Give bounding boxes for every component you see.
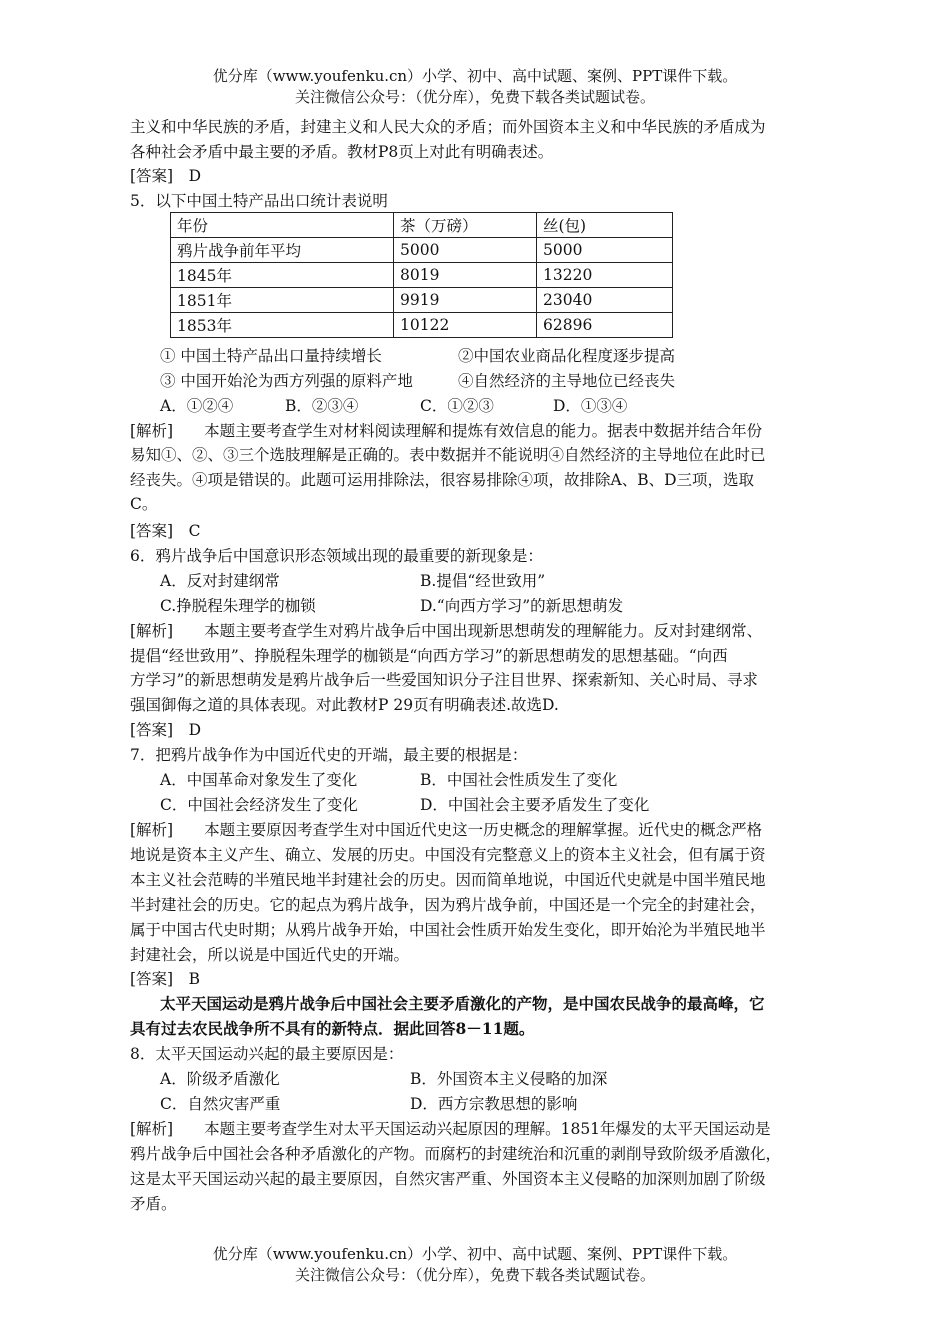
table-row bbox=[171, 313, 673, 338]
table-cell: 13220 bbox=[537, 263, 673, 288]
q6-answer: [答案] D bbox=[130, 721, 202, 739]
q8-option-a: A．阶级矛盾激化 bbox=[160, 1070, 280, 1088]
q5-option-c: C．①②③ bbox=[420, 397, 494, 415]
q5-statement-3: ③ 中国开始沦为西方列强的原料产地 bbox=[160, 372, 413, 390]
passage-line-1: 太平天国运动是鸦片战争后中国社会主要矛盾激化的产物，是中国农民战争的最高峰，它 bbox=[160, 994, 765, 1013]
q7-analysis-2: 地说是资本主义产生、确立、发展的历史。中国没有完整意义上的资本主义社会，但有属于资 bbox=[130, 846, 766, 864]
table-header-cell: 丝(包) bbox=[537, 213, 673, 238]
intro-line-1: 主义和中华民族的矛盾，封建主义和人民大众的矛盾；而外国资本主义和中华民族的矛盾成为 bbox=[130, 118, 766, 136]
q8-analysis-2: 鸦片战争后中国社会各种矛盾激化的产物。而腐朽的封建统治和沉重的剥削导致阶级矛盾激化， bbox=[130, 1145, 782, 1163]
q6-option-d: D.“向西方学习”的新思想萌发 bbox=[420, 597, 624, 615]
q8-stem: 8．太平天国运动兴起的最主要原因是： bbox=[130, 1045, 404, 1063]
q8-option-b: B．外国资本主义侵略的加深 bbox=[410, 1070, 608, 1088]
q5-analysis-1: [解析] 本题主要考查学生对材料阅读理解和提炼有效信息的能力。据表中数据并结合年份 bbox=[130, 422, 763, 440]
q5-analysis-2: 易知①、②、③三个选肢理解是正确的。表中数据并不能说明④自然经济的主导地位在此时已 bbox=[130, 446, 766, 464]
passage-line-2: 具有过去农民战争所不具有的新特点．据此回答8－11题。 bbox=[130, 1019, 535, 1038]
q7-analysis-1: [解析] 本题主要原因考查学生对中国近代史这一历史概念的理解掌握。近代史的概念严格 bbox=[130, 821, 763, 839]
q6-option-c: C.挣脱程朱理学的枷锁 bbox=[160, 597, 316, 615]
q8-analysis-4: 矛盾。 bbox=[130, 1195, 177, 1213]
table-cell: 23040 bbox=[537, 288, 673, 313]
table-cell: 1845年 bbox=[171, 263, 394, 288]
table-cell: 鸦片战争前年平均 bbox=[171, 238, 394, 263]
q7-analysis-5: 属于中国古代史时期；从鸦片战争开始，中国社会性质开始发生变化，即开始沦为半殖民地半 bbox=[130, 921, 766, 939]
header-line-1: 优分库（www.youfenku.cn）小学、初中、高中试题、案例、PPT课件下载。 bbox=[212, 67, 738, 85]
header-line-2: 关注微信公众号：（优分库），免费下载各类试题试卷。 bbox=[294, 88, 655, 106]
export-stats-table bbox=[170, 212, 673, 338]
q7-option-b: B．中国社会性质发生了变化 bbox=[420, 771, 618, 789]
q7-analysis-6: 封建社会，所以说是中国近代史的开端。 bbox=[130, 946, 410, 964]
q6-analysis-4: 强国御侮之道的具体表现。对此教材P 29页有明确表述.故选D. bbox=[130, 696, 559, 714]
q8-option-d: D．西方宗教思想的影响 bbox=[410, 1095, 578, 1113]
table-cell: 5000 bbox=[394, 238, 537, 263]
q5-answer: [答案] C bbox=[130, 522, 201, 540]
table-header-cell: 茶（万磅） bbox=[394, 213, 537, 238]
q8-analysis-1: [解析] 本题主要考查学生对太平天国运动兴起原因的理解。1851年爆发的太平天国运动是 bbox=[130, 1120, 771, 1138]
q5-stem: 5．以下中国土特产品出口统计表说明 bbox=[130, 192, 388, 210]
q6-analysis-1: [解析] 本题主要考查学生对鸦片战争后中国出现新思想萌发的理解能力。反对封建纲常、 bbox=[130, 622, 763, 640]
q6-analysis-3: 方学习”的新思想萌发是鸦片战争后一些爱国知识分子注目世界、探索新知、关心时局、寻求 bbox=[130, 671, 758, 689]
q5-statement-2: ②中国农业商品化程度逐步提高 bbox=[458, 347, 676, 365]
q6-analysis-2: 提倡“经世致用”、挣脱程朱理学的枷锁是“向西方学习”的新思想萌发的思想基础。“向西 bbox=[130, 647, 728, 665]
table-cell: 62896 bbox=[537, 313, 673, 338]
table-row bbox=[171, 288, 673, 313]
table-cell: 8019 bbox=[394, 263, 537, 288]
intro-line-2: 各种社会矛盾中最主要的矛盾。教材P8页上对此有明确表述。 bbox=[130, 143, 554, 161]
q5-option-b: B．②③④ bbox=[285, 397, 359, 415]
q5-option-d: D．①③④ bbox=[553, 397, 628, 415]
q7-stem: 7．把鸦片战争作为中国近代史的开端，最主要的根据是： bbox=[130, 746, 528, 764]
q8-option-c: C．自然灾害严重 bbox=[160, 1095, 281, 1113]
q6-option-b: B.提倡“经世致用” bbox=[420, 572, 546, 590]
table-cell: 10122 bbox=[394, 313, 537, 338]
intro-answer: [答案] D bbox=[130, 167, 202, 185]
footer-line-1: 优分库（www.youfenku.cn）小学、初中、高中试题、案例、PPT课件下载。 bbox=[212, 1245, 738, 1263]
q7-answer: [答案] B bbox=[130, 970, 200, 988]
q8-analysis-3: 这是太平天国运动兴起的最主要原因，自然灾害严重、外国资本主义侵略的加深则加剧了阶级 bbox=[130, 1170, 766, 1188]
q5-analysis-4: C。 bbox=[130, 495, 158, 513]
q5-statement-4: ④自然经济的主导地位已经丧失 bbox=[458, 372, 676, 390]
q7-analysis-3: 本主义社会范畴的半殖民地半封建社会的历史。因而简单地说，中国近代史就是中国半殖民地 bbox=[130, 871, 766, 889]
table-row bbox=[171, 263, 673, 288]
q5-statement-1: ① 中国土特产品出口量持续增长 bbox=[160, 347, 382, 365]
table-cell: 1851年 bbox=[171, 288, 394, 313]
q6-stem: 6．鸦片战争后中国意识形态领域出现的最重要的新现象是： bbox=[130, 547, 543, 565]
table-cell: 5000 bbox=[537, 238, 673, 263]
q5-option-a: A．①②④ bbox=[160, 397, 234, 415]
q7-option-a: A．中国革命对象发生了变化 bbox=[160, 771, 358, 789]
table-header-cell: 年份 bbox=[171, 213, 394, 238]
q7-option-c: C．中国社会经济发生了变化 bbox=[160, 796, 358, 814]
table-cell: 9919 bbox=[394, 288, 537, 313]
q5-analysis-3: 经丧失。④项是错误的。此题可运用排除法，很容易排除④项，故排除A、B、D三项，选取 bbox=[130, 471, 755, 489]
table-header-row bbox=[171, 213, 673, 238]
table-cell: 1853年 bbox=[171, 313, 394, 338]
q7-analysis-4: 半封建社会的历史。它的起点为鸦片战争，因为鸦片战争前，中国还是一个完全的封建社会， bbox=[130, 896, 766, 914]
q7-option-d: D．中国社会主要矛盾发生了变化 bbox=[420, 796, 650, 814]
q6-option-a: A．反对封建纲常 bbox=[160, 572, 280, 590]
footer-line-2: 关注微信公众号：（优分库），免费下载各类试题试卷。 bbox=[294, 1266, 655, 1284]
table-row bbox=[171, 238, 673, 263]
